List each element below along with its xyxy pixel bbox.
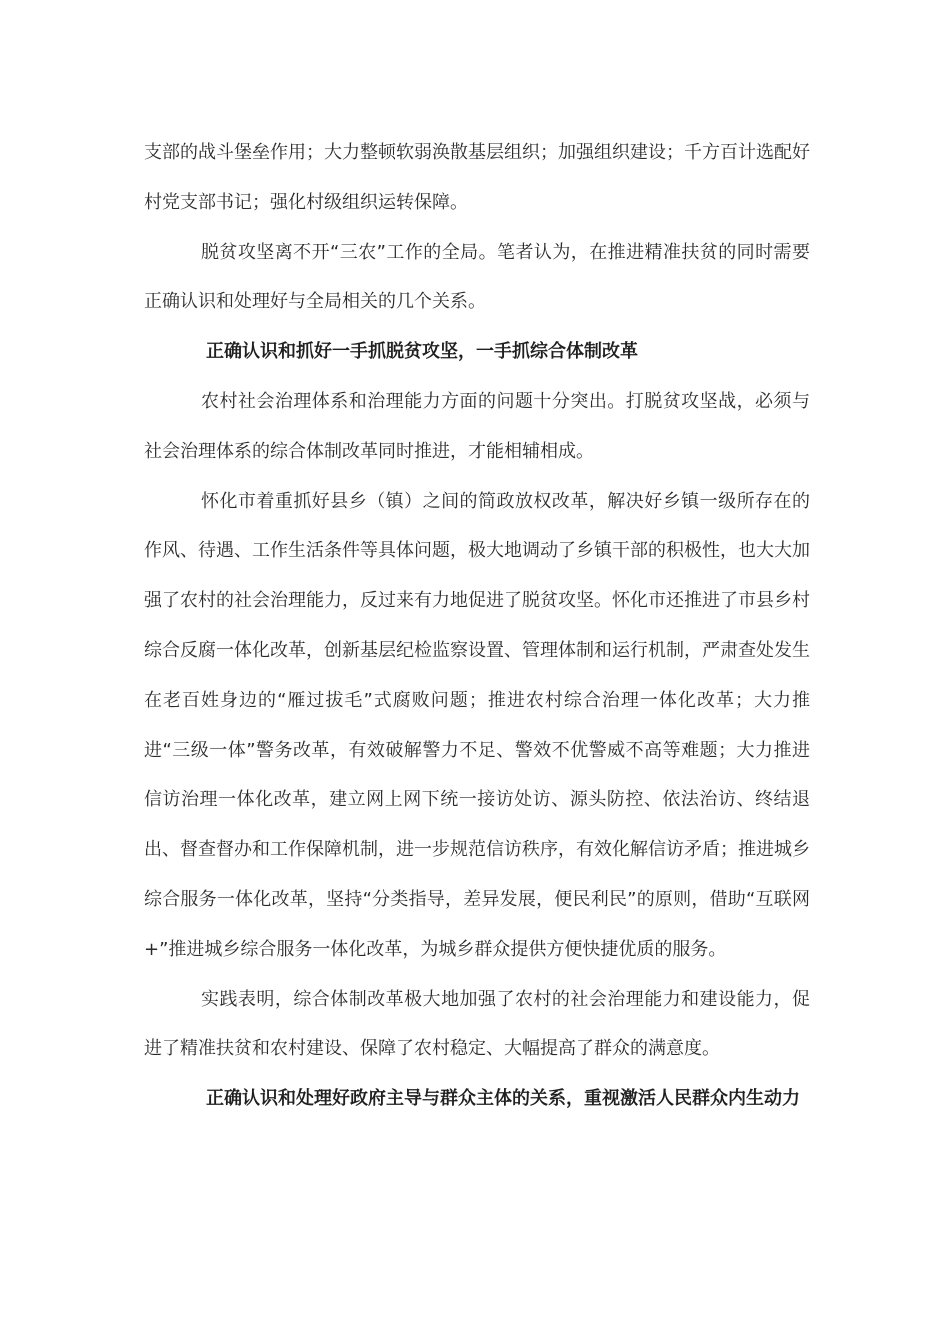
paragraph-huaihua-reform: 怀化市着重抓好县乡（镇）之间的简政放权改革，解决好乡镇一级所存在的作风、待遇、工作生活条件等具体问题，极大地调动了乡镇干部的积极性，也大大加强了农村的社会治理能力，反过来有力地促进了脱贫攻坚。怀化市还推进了市县乡村综合反腐一体化改革，创新基层纪检监察设置、管理体制和运行机制，严肃查处发生在老百姓身边的“雁过拔毛”式腐败问题；推进农村综合治理一体化改革；大力推进“三级一体”警务改革，有效破解警力不足、警效不优警威不高等难题；大力推进信访治理一体化改革，建立网上网下统一接访处访、源头防控、依法治访、终结退出、督查督办和工作保障机制，进一步规范信访秩序，有效化解信访矛盾；推进城乡综合服务一体化改革，坚持“分类指导，差异发展，便民利民”的原则，借助“互联网+”推进城乡综合服务一体化改革，为城乡群众提供方便快捷优质的服务。 [144,490,810,960]
paragraph-party-branch: 支部的战斗堡垒作用；大力整顿软弱涣散基层组织；加强组织建设；千方百计选配好村党支部书记；强化村级组织运转保障。 [144,142,810,213]
document-body [144,128,810,1124]
section-heading-reform: 正确认识和抓好一手抓脱贫攻坚，一手抓综合体制改革 [206,341,638,363]
section-heading-government-masses: 正确认识和处理好政府主导与群众主体的关系，重视激活人民群众内生动力 [206,1088,800,1110]
paragraph-social-governance: 农村社会治理体系和治理能力方面的问题十分突出。打脱贫攻坚战，必须与社会治理体系的综合体制改革同时推进，才能相辅相成。 [144,390,810,462]
paragraph-three-rural-issues: 脱贫攻坚离不开“三农”工作的全局。笔者认为，在推进精准扶贫的同时需要正确认识和处理好与全局相关的几个关系。 [144,241,810,313]
paragraph-practice-shows: 实践表明，综合体制改革极大地加强了农村的社会治理能力和建设能力，促进了精准扶贫和农村建设、保障了农村稳定、大幅提高了群众的满意度。 [144,988,810,1060]
